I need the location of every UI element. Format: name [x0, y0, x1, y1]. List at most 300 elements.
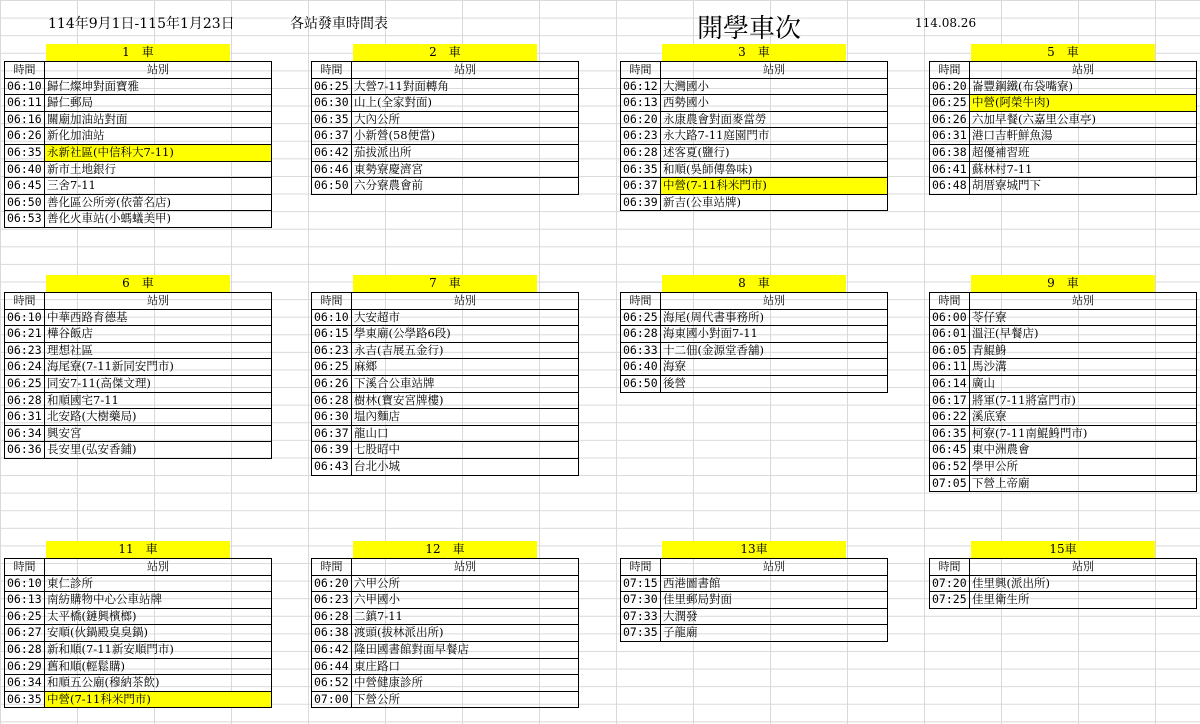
station-name: 太平橋(鏈興檳榔) — [45, 608, 272, 625]
station-name: 歸仁燦坤對面寶雅 — [45, 78, 272, 95]
departure-time: 06:28 — [5, 392, 45, 409]
table-row — [621, 375, 888, 392]
station-column-header: 站別 — [352, 293, 579, 310]
table-row — [312, 178, 579, 195]
station-name: 十二佃(金源堂香舖) — [661, 342, 888, 359]
table-row — [5, 625, 272, 642]
departure-time: 06:13 — [621, 95, 661, 112]
car-title: 7 車 — [353, 275, 537, 292]
departure-time: 06:10 — [5, 78, 45, 95]
station-name: 東庄路口 — [352, 658, 579, 675]
station-name: 海東國小對面7-11 — [661, 326, 888, 343]
table-row — [930, 475, 1197, 492]
station-name: 佳里郵局對面 — [661, 592, 888, 609]
departure-time: 06:13 — [5, 592, 45, 609]
departure-time: 06:28 — [312, 392, 352, 409]
document-date: 114.08.26 — [915, 16, 977, 30]
departure-time: 06:12 — [621, 78, 661, 95]
station-name: 六甲公所 — [352, 575, 579, 592]
station-name: 隆田國書館對面早餐店 — [352, 641, 579, 658]
table-row — [621, 575, 888, 592]
departure-time: 06:10 — [312, 309, 352, 326]
station-name: 大內公所 — [352, 111, 579, 128]
station-name: 中華西路育德基 — [45, 309, 272, 326]
table-row — [312, 78, 579, 95]
table-row — [5, 641, 272, 658]
station-name: 學甲公所 — [970, 458, 1197, 475]
departure-time: 06:24 — [5, 359, 45, 376]
car-title: 3 車 — [662, 44, 846, 61]
station-name: 海寮 — [661, 359, 888, 376]
table-row — [930, 442, 1197, 459]
table-row — [5, 575, 272, 592]
station-name: 樹林(寶安宮牌樓) — [352, 392, 579, 409]
station-name: 小新營(58便當) — [352, 128, 579, 145]
station-column-header: 站別 — [970, 62, 1197, 79]
station-name: 東仁診所 — [45, 575, 272, 592]
departure-time: 06:00 — [930, 309, 970, 326]
station-name: 三舍7-11 — [45, 178, 272, 195]
departure-time: 06:34 — [5, 675, 45, 692]
table-row — [312, 128, 579, 145]
table-row — [312, 641, 579, 658]
departure-time: 07:05 — [930, 475, 970, 492]
station-name: 和順五公廟(穆納茶飲) — [45, 675, 272, 692]
table-row — [621, 111, 888, 128]
table-row — [312, 409, 579, 426]
station-name: 子龍廟 — [661, 625, 888, 642]
departure-time: 06:16 — [5, 111, 45, 128]
table-row — [312, 658, 579, 675]
departure-time: 06:37 — [312, 425, 352, 442]
departure-time: 06:37 — [621, 178, 661, 195]
table-row — [930, 144, 1197, 161]
departure-time: 06:38 — [930, 144, 970, 161]
car-title: 15車 — [971, 541, 1155, 558]
departure-time: 06:50 — [621, 375, 661, 392]
table-row — [621, 309, 888, 326]
station-name: 台北小城 — [352, 458, 579, 475]
station-column-header: 站別 — [970, 559, 1197, 576]
station-name: 六加早餐(六嘉里公車亭) — [970, 111, 1197, 128]
station-name: 善化火車站(小螞蟻美甲) — [45, 211, 272, 228]
station-name: 南紡購物中心公車站牌 — [45, 592, 272, 609]
table-row — [312, 592, 579, 609]
departure-time: 06:26 — [312, 375, 352, 392]
station-name: 關廟加油站對面 — [45, 111, 272, 128]
station-name: 六甲國小 — [352, 592, 579, 609]
station-name: 新吉(公車站牌) — [661, 194, 888, 211]
station-name: 和順國宅7-11 — [45, 392, 272, 409]
station-name: 永吉(吉展五金行) — [352, 342, 579, 359]
departure-time: 07:15 — [621, 575, 661, 592]
table-row — [5, 608, 272, 625]
departure-time: 06:14 — [930, 375, 970, 392]
time-column-header: 時間 — [930, 62, 970, 79]
table-row — [312, 161, 579, 178]
station-name: 樺谷飯店 — [45, 326, 272, 343]
table-row — [5, 161, 272, 178]
table-row — [5, 95, 272, 112]
station-name: 廣山 — [970, 375, 1197, 392]
departure-time: 06:25 — [621, 309, 661, 326]
car-schedule-block — [4, 541, 272, 708]
table-row — [621, 95, 888, 112]
table-header-row — [621, 62, 888, 79]
departure-time: 06:27 — [5, 625, 45, 642]
table-row — [621, 326, 888, 343]
car-title: 9 車 — [971, 275, 1155, 292]
departure-time: 06:23 — [312, 592, 352, 609]
time-column-header: 時間 — [5, 559, 45, 576]
departure-time: 06:41 — [930, 161, 970, 178]
time-column-header: 時間 — [621, 559, 661, 576]
table-row — [5, 359, 272, 376]
station-name: 善化區公所旁(依蕾名店) — [45, 194, 272, 211]
table-header-row — [312, 62, 579, 79]
departure-time: 07:30 — [621, 592, 661, 609]
station-name: 二鎮7-11 — [352, 608, 579, 625]
car-table — [929, 61, 1197, 195]
table-row — [930, 425, 1197, 442]
table-row — [930, 111, 1197, 128]
table-row — [930, 161, 1197, 178]
table-row — [312, 425, 579, 442]
table-row — [930, 95, 1197, 112]
table-row — [312, 691, 579, 708]
car-table — [620, 61, 888, 211]
table-row — [930, 458, 1197, 475]
car-table — [311, 292, 579, 476]
car-schedule-block — [311, 541, 579, 708]
time-column-header: 時間 — [5, 293, 45, 310]
station-name: 北安路(大樹藥局) — [45, 409, 272, 426]
table-row — [621, 608, 888, 625]
table-row — [312, 392, 579, 409]
departure-time: 07:00 — [312, 691, 352, 708]
departure-time: 06:15 — [312, 326, 352, 343]
car-schedule-block — [929, 541, 1197, 609]
car-table — [4, 292, 272, 459]
station-name: 學東廟(公學路6段) — [352, 326, 579, 343]
table-row — [5, 78, 272, 95]
table-row — [930, 178, 1197, 195]
car-schedule-block — [4, 44, 272, 228]
table-row — [930, 128, 1197, 145]
station-name: 東中洲農會 — [970, 442, 1197, 459]
station-name: 長安里(弘安香鋪) — [45, 442, 272, 459]
departure-time: 06:44 — [312, 658, 352, 675]
departure-time: 06:40 — [621, 359, 661, 376]
station-column-header: 站別 — [45, 293, 272, 310]
station-column-header: 站別 — [661, 293, 888, 310]
station-name: 中營(7-11科米門市) — [45, 691, 272, 708]
table-row — [5, 658, 272, 675]
car-table — [311, 558, 579, 708]
station-name: 下溪合公車站牌 — [352, 375, 579, 392]
time-column-header: 時間 — [312, 62, 352, 79]
table-row — [312, 442, 579, 459]
table-header-row — [312, 293, 579, 310]
table-row — [5, 675, 272, 692]
table-header-row — [621, 293, 888, 310]
departure-time: 06:11 — [930, 359, 970, 376]
departure-time: 06:26 — [5, 128, 45, 145]
station-column-header: 站別 — [661, 559, 888, 576]
time-column-header: 時間 — [930, 293, 970, 310]
departure-time: 06:20 — [621, 111, 661, 128]
schedule-subtitle: 各站發車時間表 — [290, 16, 388, 32]
departure-time: 06:46 — [312, 161, 352, 178]
departure-time: 06:23 — [621, 128, 661, 145]
table-header-row — [5, 62, 272, 79]
station-name: 中營(阿榮牛肉) — [970, 95, 1197, 112]
departure-time: 07:25 — [930, 592, 970, 609]
car-table — [620, 292, 888, 393]
car-title: 8 車 — [662, 275, 846, 292]
departure-time: 06:28 — [312, 608, 352, 625]
table-row — [930, 78, 1197, 95]
departure-time: 06:28 — [5, 641, 45, 658]
table-row — [5, 211, 272, 228]
departure-time: 06:53 — [5, 211, 45, 228]
departure-time: 06:28 — [621, 144, 661, 161]
station-name: 和順(吳師傳魯味) — [661, 161, 888, 178]
table-row — [930, 326, 1197, 343]
table-row — [621, 144, 888, 161]
station-name: 安順(伙鍋殿臭臭鍋) — [45, 625, 272, 642]
car-schedule-block — [620, 275, 888, 393]
table-header-row — [930, 62, 1197, 79]
departure-time: 06:31 — [930, 128, 970, 145]
table-row — [312, 342, 579, 359]
station-name: 大營7-11對面轉角 — [352, 78, 579, 95]
table-row — [930, 309, 1197, 326]
station-name: 下營上帝廟 — [970, 475, 1197, 492]
table-row — [621, 161, 888, 178]
car-title: 2 車 — [353, 44, 537, 61]
table-row — [5, 442, 272, 459]
departure-time: 06:23 — [312, 342, 352, 359]
station-name: 柯寮(7-11南鯤鯓門市) — [970, 425, 1197, 442]
departure-time: 06:35 — [930, 425, 970, 442]
station-name: 興安宮 — [45, 425, 272, 442]
station-name: 麻鄉 — [352, 359, 579, 376]
station-name: 海尾(周代書事務所) — [661, 309, 888, 326]
departure-time: 06:10 — [5, 575, 45, 592]
station-name: 大潤發 — [661, 608, 888, 625]
departure-time: 06:10 — [5, 309, 45, 326]
departure-time: 06:21 — [5, 326, 45, 343]
station-name: 述客夏(鹽行) — [661, 144, 888, 161]
departure-time: 06:42 — [312, 144, 352, 161]
station-column-header: 站別 — [45, 559, 272, 576]
table-row — [312, 575, 579, 592]
table-row — [5, 392, 272, 409]
table-row — [930, 575, 1197, 592]
departure-time: 06:20 — [312, 575, 352, 592]
table-row — [5, 111, 272, 128]
departure-time: 06:28 — [621, 326, 661, 343]
station-name: 歸仁郵局 — [45, 95, 272, 112]
station-name: 中營健康診所 — [352, 675, 579, 692]
table-row — [5, 425, 272, 442]
departure-time: 06:39 — [621, 194, 661, 211]
station-name: 新和順(7-11新安順門市) — [45, 641, 272, 658]
station-name: 後營 — [661, 375, 888, 392]
station-name: 同安7-11(高傑文理) — [45, 375, 272, 392]
car-title: 1 車 — [46, 44, 230, 61]
table-row — [621, 128, 888, 145]
table-row — [930, 375, 1197, 392]
table-header-row — [5, 559, 272, 576]
departure-time: 07:20 — [930, 575, 970, 592]
station-name: 東勢寮慶濟宮 — [352, 161, 579, 178]
date-range: 114年9月1日-115年1月23日 — [48, 16, 235, 32]
departure-time: 06:37 — [312, 128, 352, 145]
table-row — [5, 178, 272, 195]
departure-time: 06:25 — [930, 95, 970, 112]
table-row — [621, 194, 888, 211]
table-row — [312, 326, 579, 343]
car-schedule-block — [620, 44, 888, 211]
departure-time: 06:30 — [312, 95, 352, 112]
station-name: 超優補習班 — [970, 144, 1197, 161]
table-row — [621, 342, 888, 359]
station-name: 永大路7-11庭園門市 — [661, 128, 888, 145]
station-name: 港口吉軒鮮魚湯 — [970, 128, 1197, 145]
table-row — [930, 592, 1197, 609]
time-column-header: 時間 — [312, 559, 352, 576]
departure-time: 06:38 — [312, 625, 352, 642]
departure-time: 06:33 — [621, 342, 661, 359]
station-column-header: 站別 — [661, 62, 888, 79]
departure-time: 06:35 — [312, 111, 352, 128]
station-name: 山上(全家對面) — [352, 95, 579, 112]
departure-time: 06:20 — [930, 78, 970, 95]
car-schedule-block — [929, 275, 1197, 492]
table-row — [5, 592, 272, 609]
table-row — [312, 458, 579, 475]
table-row — [312, 359, 579, 376]
car-title: 6 車 — [46, 275, 230, 292]
table-row — [5, 144, 272, 161]
table-row — [312, 309, 579, 326]
time-column-header: 時間 — [930, 559, 970, 576]
station-name: 溪底寮 — [970, 409, 1197, 426]
table-header-row — [621, 559, 888, 576]
station-column-header: 站別 — [45, 62, 272, 79]
car-schedule-block — [311, 44, 579, 195]
departure-time: 06:01 — [930, 326, 970, 343]
table-row — [621, 625, 888, 642]
departure-time: 06:25 — [5, 375, 45, 392]
station-name: 茄拔派出所 — [352, 144, 579, 161]
station-name: 永新社區(中信科大7-11) — [45, 144, 272, 161]
station-name: 西港圖書館 — [661, 575, 888, 592]
table-row — [930, 392, 1197, 409]
table-header-row — [930, 559, 1197, 576]
table-row — [621, 178, 888, 195]
car-table — [4, 558, 272, 708]
table-row — [5, 342, 272, 359]
departure-time: 06:36 — [5, 442, 45, 459]
departure-time: 06:25 — [312, 359, 352, 376]
station-name: 塭內麵店 — [352, 409, 579, 426]
departure-time: 06:48 — [930, 178, 970, 195]
car-title: 13車 — [662, 541, 846, 558]
station-name: 大灣國小 — [661, 78, 888, 95]
table-row — [5, 128, 272, 145]
station-name: 西勢國小 — [661, 95, 888, 112]
car-title: 11 車 — [46, 541, 230, 558]
station-name: 中營(7-11科米門市) — [661, 178, 888, 195]
station-column-header: 站別 — [352, 62, 579, 79]
departure-time: 06:17 — [930, 392, 970, 409]
station-name: 胡厝寮城門下 — [970, 178, 1197, 195]
departure-time: 06:45 — [930, 442, 970, 459]
departure-time: 06:40 — [5, 161, 45, 178]
page-title: 開學車次 — [697, 14, 802, 44]
time-column-header: 時間 — [5, 62, 45, 79]
car-table — [311, 61, 579, 195]
car-schedule-block — [4, 275, 272, 459]
station-column-header: 站別 — [970, 293, 1197, 310]
departure-time: 06:05 — [930, 342, 970, 359]
departure-time: 06:52 — [312, 675, 352, 692]
table-row — [312, 144, 579, 161]
time-column-header: 時間 — [621, 62, 661, 79]
table-row — [5, 375, 272, 392]
table-row — [5, 691, 272, 708]
station-name: 海尾寮(7-11新同安門市) — [45, 359, 272, 376]
table-row — [930, 409, 1197, 426]
departure-time: 06:35 — [5, 691, 45, 708]
car-title: 12 車 — [353, 541, 537, 558]
table-row — [312, 375, 579, 392]
station-name: 理想社區 — [45, 342, 272, 359]
car-schedule-block — [620, 541, 888, 642]
station-name: 佳里興(派出所) — [970, 575, 1197, 592]
table-row — [312, 608, 579, 625]
table-header-row — [930, 293, 1197, 310]
station-column-header: 站別 — [352, 559, 579, 576]
table-row — [930, 359, 1197, 376]
table-header-row — [5, 293, 272, 310]
car-table — [620, 558, 888, 642]
station-name: 蘇林村7-11 — [970, 161, 1197, 178]
departure-time: 06:23 — [5, 342, 45, 359]
station-name: 渡頭(拔林派出所) — [352, 625, 579, 642]
station-name: 馬沙溝 — [970, 359, 1197, 376]
station-name: 大安超市 — [352, 309, 579, 326]
station-name: 新市土地銀行 — [45, 161, 272, 178]
station-name: 下營公所 — [352, 691, 579, 708]
table-row — [5, 309, 272, 326]
departure-time: 06:34 — [5, 425, 45, 442]
departure-time: 06:29 — [5, 658, 45, 675]
table-row — [312, 111, 579, 128]
departure-time: 06:30 — [312, 409, 352, 426]
departure-time: 06:42 — [312, 641, 352, 658]
departure-time: 06:31 — [5, 409, 45, 426]
table-row — [930, 342, 1197, 359]
departure-time: 06:26 — [930, 111, 970, 128]
station-name: 六分寮農會前 — [352, 178, 579, 195]
car-schedule-block — [311, 275, 579, 476]
departure-time: 06:43 — [312, 458, 352, 475]
departure-time: 06:52 — [930, 458, 970, 475]
